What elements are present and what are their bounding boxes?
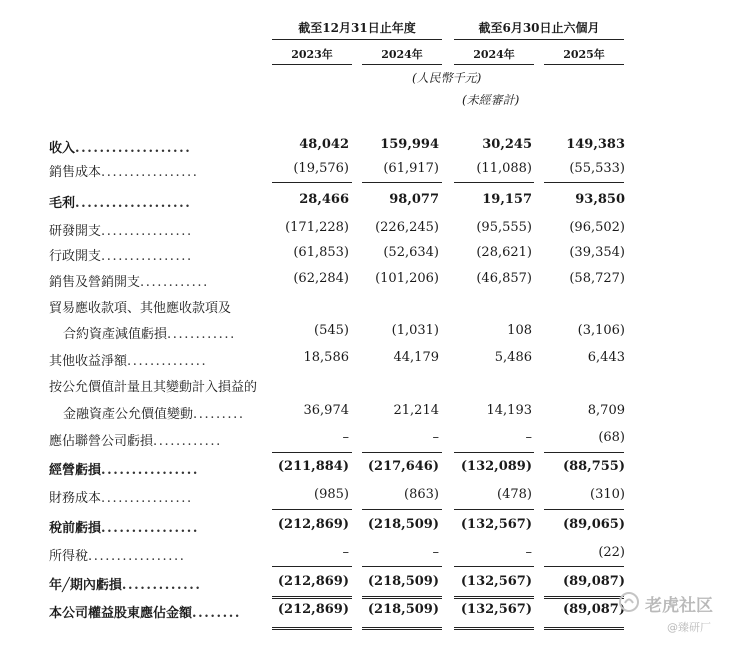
subtotal-rule — [272, 509, 352, 510]
subtotal-rule — [454, 566, 534, 567]
subtotal-rule — [544, 566, 624, 567]
row-label-revenue — [49, 137, 191, 156]
cell-income-tax-col2: – — [432, 545, 439, 560]
row-label-income-tax — [49, 545, 185, 564]
cell-other-gains-net-col4: 6,443 — [587, 350, 625, 365]
row-label-share-of-associates-loss — [49, 430, 222, 449]
year-rule-2 — [362, 64, 442, 65]
row-label-text: 應佔聯營公司虧損 — [49, 434, 154, 449]
cell-selling-marketing-expenses-col4: (58,727) — [569, 271, 625, 286]
row-label-text: 金融資產公允價值變動 — [63, 407, 194, 422]
cell-gross-profit-col2: 98,077 — [389, 192, 439, 207]
cell-operating-loss-col1: (211,884) — [277, 459, 349, 474]
cell-finance-costs-col2: (863) — [404, 487, 439, 502]
row-label-loss-for-period — [49, 574, 201, 593]
cell-loss-for-period-col2: (218,509) — [367, 574, 439, 589]
year-2024-annual: 2024年 — [381, 48, 423, 61]
cell-rd-expenses-col2: (226,245) — [375, 220, 439, 235]
year-rule-3 — [454, 64, 534, 65]
cell-share-of-associates-loss-col1: – — [342, 430, 349, 445]
cell-operating-loss-col3: (132,089) — [460, 459, 532, 474]
row-leader-dots: ................. — [101, 165, 199, 180]
header-group-interim: 截至6月30日止六個月 — [478, 21, 600, 35]
cell-income-tax-col4: (22) — [598, 545, 625, 560]
row-label-text: 收入 — [49, 141, 76, 156]
cell-admin-expenses-col4: (39,354) — [569, 245, 625, 260]
total-double-rule — [544, 596, 624, 599]
year-2025: 2025年 — [563, 48, 605, 61]
cell-fvtpl-changes-col2: 21,214 — [393, 403, 439, 418]
row-leader-dots: ................. — [88, 549, 186, 564]
cell-impairment-losses-col1: (545) — [314, 323, 349, 338]
header-rule-annual — [272, 39, 442, 40]
row-leader-dots: ................... — [75, 196, 192, 211]
subtotal-rule — [544, 452, 624, 453]
unit-label: (人民幣千元) — [412, 71, 482, 85]
cell-cost-of-sales-col3: (11,088) — [476, 161, 532, 176]
cell-rd-expenses-col1: (171,228) — [285, 220, 349, 235]
cell-attributable-to-shareholders-col1: (212,869) — [277, 602, 349, 617]
cell-cost-of-sales-col1: (19,576) — [293, 161, 349, 176]
cell-loss-before-tax-col4: (89,065) — [562, 517, 625, 532]
cell-revenue-col2: 159,994 — [380, 137, 439, 152]
cell-loss-before-tax-col2: (218,509) — [367, 517, 439, 532]
row-leader-dots: ............. — [121, 578, 202, 593]
total-double-rule — [272, 596, 352, 599]
cell-selling-marketing-expenses-col3: (46,857) — [476, 271, 532, 286]
total-double-rule — [362, 596, 442, 599]
row-label-text: 經營虧損 — [49, 463, 102, 478]
row-leader-dots: ................ — [101, 491, 193, 506]
row-leader-dots: ................ — [101, 224, 193, 239]
cell-admin-expenses-col3: (28,621) — [476, 245, 532, 260]
cell-rd-expenses-col4: (96,502) — [569, 220, 625, 235]
subtotal-rule — [454, 509, 534, 510]
row-label-admin-expenses — [49, 245, 193, 264]
watermark-brand: 老虎社区 — [645, 596, 713, 616]
row-label-finance-costs — [49, 487, 193, 506]
cell-attributable-to-shareholders-col4: (89,087) — [562, 602, 625, 617]
header-group-annual: 截至12月31日止年度 — [298, 21, 416, 35]
cell-cost-of-sales-col4: (55,533) — [569, 161, 625, 176]
row-label-impairment-header — [49, 297, 231, 316]
cell-revenue-col4: 149,383 — [566, 137, 625, 152]
row-label-selling-marketing-expenses — [49, 271, 209, 290]
year-rule-4 — [544, 64, 624, 65]
row-label-text: 財務成本 — [49, 491, 102, 506]
total-double-rule — [454, 596, 534, 599]
cell-loss-for-period-col3: (132,567) — [460, 574, 532, 589]
total-double-rule — [454, 627, 534, 630]
row-label-text: 銷售成本 — [49, 165, 102, 180]
cell-finance-costs-col3: (478) — [497, 487, 532, 502]
row-label-loss-before-tax — [49, 517, 199, 536]
cell-loss-before-tax-col1: (212,869) — [277, 517, 349, 532]
cell-impairment-losses-col2: (1,031) — [391, 323, 439, 338]
cell-operating-loss-col4: (88,755) — [562, 459, 625, 474]
total-double-rule — [272, 627, 352, 630]
cell-share-of-associates-loss-col3: – — [525, 430, 532, 445]
row-label-impairment-losses — [63, 323, 236, 342]
row-label-operating-loss — [49, 459, 199, 478]
row-leader-dots: .............. — [127, 354, 208, 369]
row-label-text: 研發開支 — [49, 224, 102, 239]
subtotal-rule — [454, 452, 534, 453]
cell-selling-marketing-expenses-col1: (62,284) — [293, 271, 349, 286]
row-leader-dots: ............ — [167, 327, 236, 342]
cell-income-tax-col1: – — [342, 545, 349, 560]
cell-loss-for-period-col4: (89,087) — [562, 574, 625, 589]
row-label-gross-profit — [49, 192, 191, 211]
year-rule-1 — [272, 64, 352, 65]
subtotal-rule — [454, 182, 534, 183]
row-label-text: 按公允價值計量且其變動計入損益的 — [49, 380, 258, 395]
row-label-text: 年╱期內虧損 — [49, 578, 122, 593]
cell-fvtpl-changes-col4: 8,709 — [587, 403, 625, 418]
row-label-attributable-to-shareholders — [49, 602, 241, 621]
row-label-cost-of-sales — [49, 161, 198, 180]
cell-other-gains-net-col3: 5,486 — [494, 350, 532, 365]
row-label-text: 合約資產減值虧損 — [63, 327, 168, 342]
subtotal-rule — [272, 182, 352, 183]
cell-income-tax-col3: – — [525, 545, 532, 560]
row-label-text: 稅前虧損 — [49, 521, 102, 536]
cell-gross-profit-col3: 19,157 — [482, 192, 532, 207]
watermark-logo-icon — [617, 590, 641, 614]
cell-loss-for-period-col1: (212,869) — [277, 574, 349, 589]
watermark-handle: @臻研厂 — [667, 621, 711, 634]
subtotal-rule — [544, 182, 624, 183]
row-label-text: 毛利 — [49, 196, 76, 211]
row-label-fvtpl-header — [49, 376, 257, 395]
cell-cost-of-sales-col2: (61,917) — [383, 161, 439, 176]
row-leader-dots: ................... — [75, 141, 192, 156]
cell-attributable-to-shareholders-col2: (218,509) — [367, 602, 439, 617]
cell-fvtpl-changes-col3: 14,193 — [486, 403, 532, 418]
subtotal-rule — [272, 566, 352, 567]
subtotal-rule — [362, 509, 442, 510]
cell-other-gains-net-col2: 44,179 — [393, 350, 439, 365]
unaudited-label: (未經審計) — [462, 93, 520, 107]
cell-finance-costs-col1: (985) — [314, 487, 349, 502]
row-leader-dots: ................ — [101, 249, 193, 264]
row-leader-dots: ................ — [101, 463, 200, 478]
row-label-text: 所得稅 — [49, 549, 89, 564]
cell-revenue-col1: 48,042 — [299, 137, 349, 152]
row-label-other-gains-net — [49, 350, 207, 369]
subtotal-rule — [272, 452, 352, 453]
subtotal-rule — [544, 509, 624, 510]
cell-share-of-associates-loss-col2: – — [432, 430, 439, 445]
header-rule-interim — [454, 39, 624, 40]
cell-fvtpl-changes-col1: 36,974 — [303, 403, 349, 418]
total-double-rule — [362, 627, 442, 630]
cell-attributable-to-shareholders-col3: (132,567) — [460, 602, 532, 617]
cell-finance-costs-col4: (310) — [590, 487, 625, 502]
cell-other-gains-net-col1: 18,586 — [303, 350, 349, 365]
cell-gross-profit-col1: 28,466 — [299, 192, 349, 207]
cell-revenue-col3: 30,245 — [482, 137, 532, 152]
subtotal-rule — [362, 452, 442, 453]
row-leader-dots: ............ — [153, 434, 222, 449]
row-leader-dots: ......... — [193, 407, 245, 422]
cell-admin-expenses-col2: (52,634) — [383, 245, 439, 260]
row-label-rd-expenses — [49, 220, 193, 239]
cell-share-of-associates-loss-col4: (68) — [598, 430, 625, 445]
total-double-rule — [544, 627, 624, 630]
cell-selling-marketing-expenses-col2: (101,206) — [375, 271, 439, 286]
row-leader-dots: ............ — [140, 275, 209, 290]
row-leader-dots: ................ — [101, 521, 200, 536]
cell-operating-loss-col2: (217,646) — [367, 459, 439, 474]
row-label-fvtpl-changes — [63, 403, 245, 422]
row-label-text: 銷售及營銷開支 — [49, 275, 141, 290]
cell-impairment-losses-col3: 108 — [507, 323, 532, 338]
cell-gross-profit-col4: 93,850 — [575, 192, 625, 207]
row-leader-dots: ........ — [192, 606, 242, 621]
row-label-text: 其他收益淨額 — [49, 354, 128, 369]
cell-loss-before-tax-col3: (132,567) — [460, 517, 532, 532]
row-label-text: 行政開支 — [49, 249, 102, 264]
cell-rd-expenses-col3: (95,555) — [476, 220, 532, 235]
cell-admin-expenses-col1: (61,853) — [293, 245, 349, 260]
year-2024-interim: 2024年 — [473, 48, 515, 61]
cell-impairment-losses-col4: (3,106) — [577, 323, 625, 338]
row-label-text: 貿易應收款項、其他應收款項及 — [49, 301, 232, 316]
year-2023: 2023年 — [291, 48, 333, 61]
subtotal-rule — [362, 182, 442, 183]
row-label-text: 本公司權益股東應佔金額 — [49, 606, 193, 621]
subtotal-rule — [362, 566, 442, 567]
